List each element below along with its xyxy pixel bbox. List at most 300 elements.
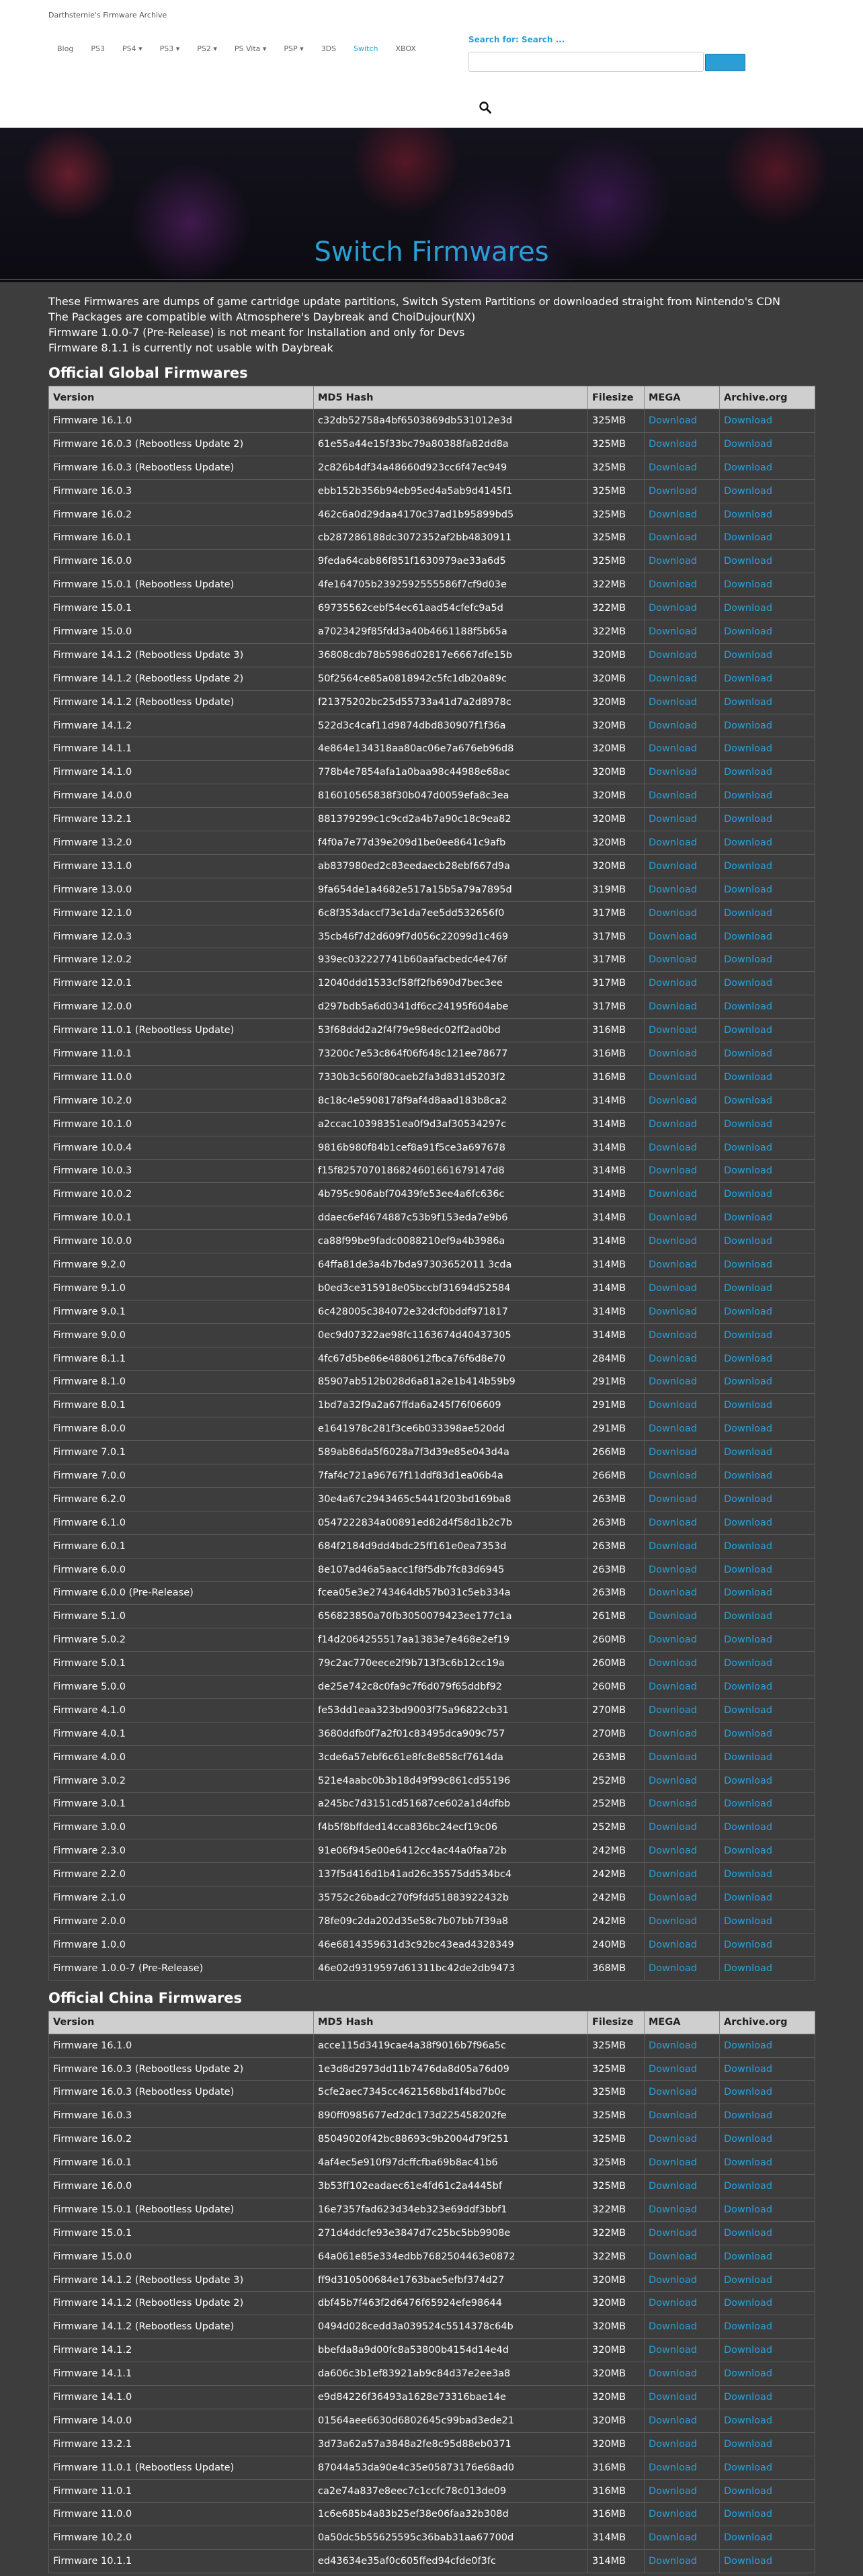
archive-download-link[interactable]: Download (720, 925, 815, 948)
table-row (49, 2268, 815, 2292)
archive-download-link[interactable]: Download (720, 1441, 815, 1464)
nav-item[interactable]: PSP ▾ (284, 44, 304, 53)
column-header-filesize: Filesize (588, 2011, 645, 2034)
mega-download-link[interactable]: Download (645, 1019, 720, 1042)
archive-download-link[interactable]: Download (720, 1722, 815, 1745)
mega-download-link[interactable]: Download (645, 2268, 720, 2292)
mega-download-link[interactable]: Download (645, 1136, 720, 1159)
mega-download-link[interactable]: Download (645, 1722, 720, 1745)
archive-download-link[interactable]: Download (720, 2057, 815, 2081)
mega-download-link[interactable]: Download (645, 1910, 720, 1934)
table-row (49, 2339, 815, 2362)
filesize-cell: 242MB (588, 1910, 645, 1934)
table-row (49, 995, 815, 1019)
archive-download-link[interactable]: Download (720, 1464, 815, 1488)
search-button[interactable] (705, 54, 745, 71)
archive-download-link[interactable]: Download (720, 1159, 815, 1183)
table-row (49, 1253, 815, 1277)
mega-download-link[interactable]: Download (645, 2034, 720, 2057)
site-header (0, 0, 863, 128)
archive-download-link[interactable]: Download (720, 597, 815, 620)
mega-download-link[interactable]: Download (645, 1089, 720, 1112)
mega-download-link[interactable]: Download (645, 2245, 720, 2268)
archive-download-link[interactable]: Download (720, 1065, 815, 1089)
mega-download-link[interactable]: Download (645, 995, 720, 1019)
archive-download-link[interactable]: Download (720, 643, 815, 667)
archive-download-link[interactable]: Download (720, 1956, 815, 1980)
md5-cell: 6c428005c384072e32dcf0bddf971817 (314, 1300, 588, 1323)
table-row (49, 808, 815, 831)
table-row (49, 1487, 815, 1511)
nav-item[interactable]: PS3 ▾ (159, 44, 180, 53)
mega-download-link[interactable]: Download (645, 2409, 720, 2432)
table-row (49, 526, 815, 550)
archive-download-link[interactable]: Download (720, 1253, 815, 1277)
archive-download-link[interactable]: Download (720, 573, 815, 597)
md5-cell: e9d84226f36493a1628e73316bae14e (314, 2386, 588, 2409)
md5-cell: 1e3d8d2973dd11b7476da8d05a76d09 (314, 2057, 588, 2081)
archive-download-link[interactable]: Download (720, 2503, 815, 2526)
table-row (49, 409, 815, 433)
version-cell: Firmware 15.0.1 (Rebootless Update) (49, 2198, 314, 2221)
mega-download-link[interactable]: Download (645, 1323, 720, 1347)
table-row (49, 1581, 815, 1605)
mega-download-link[interactable]: Download (645, 1675, 720, 1699)
mega-download-link[interactable]: Download (645, 667, 720, 690)
mega-download-link[interactable]: Download (645, 1534, 720, 1558)
table-row (49, 901, 815, 925)
md5-cell: ab837980ed2c83eedaecb28ebf667d9a (314, 854, 588, 878)
archive-download-link[interactable]: Download (720, 1347, 815, 1370)
mega-download-link[interactable]: Download (645, 1839, 720, 1863)
mega-download-link[interactable]: Download (645, 479, 720, 503)
mega-download-link[interactable]: Download (645, 1206, 720, 1230)
version-cell: Firmware 12.0.0 (49, 995, 314, 1019)
mega-download-link[interactable]: Download (645, 1605, 720, 1628)
filesize-cell: 325MB (588, 409, 645, 433)
version-cell: Firmware 12.0.3 (49, 925, 314, 948)
archive-download-link[interactable]: Download (720, 503, 815, 526)
mega-download-link[interactable]: Download (645, 432, 720, 456)
archive-download-link[interactable]: Download (720, 1230, 815, 1253)
mega-download-link[interactable]: Download (645, 2339, 720, 2362)
archive-download-link[interactable]: Download (720, 2221, 815, 2245)
archive-download-link[interactable]: Download (720, 1394, 815, 1417)
filesize-cell: 314MB (588, 2526, 645, 2550)
mega-download-link[interactable]: Download (645, 1769, 720, 1792)
filesize-cell: 270MB (588, 1698, 645, 1722)
mega-download-link[interactable]: Download (645, 2151, 720, 2175)
md5-cell: 78fe09c2da202d35e58c7b07bb7f39a8 (314, 1910, 588, 1934)
mega-download-link[interactable]: Download (645, 714, 720, 737)
version-cell: Firmware 9.0.1 (49, 1300, 314, 1323)
table-row (49, 1206, 815, 1230)
table-row (49, 948, 815, 972)
mega-download-link[interactable]: Download (645, 1792, 720, 1816)
table-row (49, 1441, 815, 1464)
mega-download-link[interactable]: Download (645, 1347, 720, 1370)
mega-download-link[interactable]: Download (645, 643, 720, 667)
md5-cell: f4f0a7e77d39e209d1be0ee8641c9afb (314, 831, 588, 855)
mega-download-link[interactable]: Download (645, 2386, 720, 2409)
filesize-cell: 316MB (588, 2479, 645, 2503)
md5-cell: 61e55a44e15f33bc79a80388fa82dd8a (314, 432, 588, 456)
archive-download-link[interactable]: Download (720, 2245, 815, 2268)
mega-download-link[interactable]: Download (645, 1863, 720, 1886)
archive-download-link[interactable]: Download (720, 2081, 815, 2104)
archive-download-link[interactable]: Download (720, 2292, 815, 2315)
mega-download-link[interactable]: Download (645, 1956, 720, 1980)
filesize-cell: 320MB (588, 761, 645, 784)
archive-download-link[interactable]: Download (720, 901, 815, 925)
archive-download-link[interactable]: Download (720, 1042, 815, 1066)
archive-download-link[interactable]: Download (720, 526, 815, 550)
version-cell: Firmware 16.0.2 (49, 503, 314, 526)
filesize-cell: 317MB (588, 948, 645, 972)
version-cell: Firmware 10.0.0 (49, 1230, 314, 1253)
table-row (49, 1089, 815, 1112)
nav-item[interactable]: XBOX (395, 44, 416, 53)
table-row (49, 1136, 815, 1159)
mega-download-link[interactable]: Download (645, 2221, 720, 2245)
archive-download-link[interactable]: Download (720, 854, 815, 878)
archive-download-link[interactable]: Download (720, 1839, 815, 1863)
archive-download-link[interactable]: Download (720, 1276, 815, 1300)
archive-download-link[interactable]: Download (720, 1605, 815, 1628)
md5-cell: 8e107ad46a5aacc1f8f5db7fc83d6945 (314, 1558, 588, 1581)
archive-download-link[interactable]: Download (720, 1534, 815, 1558)
mega-download-link[interactable]: Download (645, 2104, 720, 2128)
version-cell: Firmware 14.1.2 (Rebootless Update 2) (49, 667, 314, 690)
search-icon[interactable] (479, 101, 492, 114)
mega-download-link[interactable]: Download (645, 1253, 720, 1277)
mega-download-link[interactable]: Download (645, 1816, 720, 1839)
filesize-cell: 314MB (588, 1230, 645, 1253)
mega-download-link[interactable]: Download (645, 690, 720, 714)
mega-download-link[interactable]: Download (645, 2432, 720, 2456)
archive-download-link[interactable]: Download (720, 1558, 815, 1581)
filesize-cell: 320MB (588, 831, 645, 855)
mega-download-link[interactable]: Download (645, 550, 720, 573)
archive-download-link[interactable]: Download (720, 1863, 815, 1886)
mega-download-link[interactable]: Download (645, 1370, 720, 1394)
md5-cell: d297bdb5a6d0341df6cc24195f604abe (314, 995, 588, 1019)
mega-download-link[interactable]: Download (645, 1581, 720, 1605)
filesize-cell: 320MB (588, 808, 645, 831)
archive-download-link[interactable]: Download (720, 456, 815, 479)
md5-cell: f14d2064255517aa1383e7e468e2ef19 (314, 1628, 588, 1652)
version-cell: Firmware 8.0.1 (49, 1394, 314, 1417)
archive-download-link[interactable]: Download (720, 432, 815, 456)
filesize-cell: 325MB (588, 432, 645, 456)
table-row (49, 1464, 815, 1488)
table-row (49, 1042, 815, 1066)
table-row (49, 690, 815, 714)
archive-download-link[interactable]: Download (720, 761, 815, 784)
mega-download-link[interactable]: Download (645, 948, 720, 972)
mega-download-link[interactable]: Download (645, 737, 720, 761)
archive-download-link[interactable]: Download (720, 1745, 815, 1769)
mega-download-link[interactable]: Download (645, 1394, 720, 1417)
table-row (49, 925, 815, 948)
global-firmware-table (48, 386, 815, 1981)
table-row (49, 550, 815, 573)
mega-download-link[interactable]: Download (645, 1159, 720, 1183)
table-header-row (49, 2011, 815, 2034)
mega-download-link[interactable]: Download (645, 1886, 720, 1910)
intro-line: The Packages are compatible with Atmosphere's Daybreak and ChoiDujour(NX) (48, 310, 476, 323)
table-row (49, 2034, 815, 2057)
mega-download-link[interactable]: Download (645, 2292, 720, 2315)
md5-cell: 890ff0985677ed2dc173d225458202fe (314, 2104, 588, 2128)
mega-download-link[interactable]: Download (645, 1042, 720, 1066)
filesize-cell: 320MB (588, 2268, 645, 2292)
mega-download-link[interactable]: Download (645, 456, 720, 479)
archive-download-link[interactable]: Download (720, 2409, 815, 2432)
archive-download-link[interactable]: Download (720, 1089, 815, 1112)
md5-cell: e1641978c281f3ce6b033398ae520dd (314, 1417, 588, 1441)
archive-download-link[interactable]: Download (720, 2268, 815, 2292)
filesize-cell: 320MB (588, 737, 645, 761)
mega-download-link[interactable]: Download (645, 1745, 720, 1769)
archive-download-link[interactable]: Download (720, 2128, 815, 2151)
filesize-cell: 242MB (588, 1863, 645, 1886)
version-cell: Firmware 16.0.3 (49, 479, 314, 503)
mega-download-link[interactable]: Download (645, 597, 720, 620)
archive-download-link[interactable]: Download (720, 1652, 815, 1675)
archive-download-link[interactable]: Download (720, 2339, 815, 2362)
version-cell: Firmware 5.0.2 (49, 1628, 314, 1652)
search-input[interactable] (468, 52, 704, 72)
archive-download-link[interactable]: Download (720, 2456, 815, 2479)
filesize-cell: 263MB (588, 1581, 645, 1605)
archive-download-link[interactable]: Download (720, 2479, 815, 2503)
filesize-cell: 314MB (588, 1112, 645, 1136)
nav-item[interactable]: Blog (57, 44, 74, 53)
filesize-cell: 322MB (588, 2245, 645, 2268)
md5-cell: 656823850a70fb3050079423ee177c1a (314, 1605, 588, 1628)
archive-download-link[interactable]: Download (720, 808, 815, 831)
version-cell: Firmware 6.0.0 (49, 1558, 314, 1581)
archive-download-link[interactable]: Download (720, 972, 815, 995)
md5-cell: 778b4e7854afa1a0baa98c44988e68ac (314, 761, 588, 784)
version-cell: Firmware 4.0.1 (49, 1722, 314, 1745)
mega-download-link[interactable]: Download (645, 1112, 720, 1136)
mega-download-link[interactable]: Download (645, 620, 720, 644)
main-nav (48, 40, 425, 57)
version-cell: Firmware 5.0.1 (49, 1652, 314, 1675)
archive-download-link[interactable]: Download (720, 948, 815, 972)
table-row (49, 1417, 815, 1441)
filesize-cell: 314MB (588, 1276, 645, 1300)
archive-download-link[interactable]: Download (720, 1792, 815, 1816)
archive-download-link[interactable]: Download (720, 1886, 815, 1910)
filesize-cell: 316MB (588, 2503, 645, 2526)
archive-download-link[interactable]: Download (720, 1675, 815, 1699)
filesize-cell: 291MB (588, 1417, 645, 1441)
archive-download-link[interactable]: Download (720, 690, 815, 714)
mega-download-link[interactable]: Download (645, 1464, 720, 1488)
table-row (49, 1065, 815, 1089)
archive-download-link[interactable]: Download (720, 2315, 815, 2339)
archive-download-link[interactable]: Download (720, 1581, 815, 1605)
version-cell: Firmware 14.1.1 (49, 2362, 314, 2386)
mega-download-link[interactable]: Download (645, 1183, 720, 1206)
mega-download-link[interactable]: Download (645, 2550, 720, 2573)
archive-download-link[interactable]: Download (720, 2386, 815, 2409)
archive-download-link[interactable]: Download (720, 1417, 815, 1441)
archive-download-link[interactable]: Download (720, 620, 815, 644)
mega-download-link[interactable]: Download (645, 1417, 720, 1441)
search-label: Search for: Search ... (468, 35, 565, 44)
version-cell: Firmware 10.0.4 (49, 1136, 314, 1159)
archive-download-link[interactable]: Download (720, 1933, 815, 1956)
archive-download-link[interactable]: Download (720, 2034, 815, 2057)
archive-download-link[interactable]: Download (720, 1698, 815, 1722)
archive-download-link[interactable]: Download (720, 1511, 815, 1534)
archive-download-link[interactable]: Download (720, 1112, 815, 1136)
table-row (49, 597, 815, 620)
nav-item[interactable]: PS3 (91, 44, 105, 53)
mega-download-link[interactable]: Download (645, 503, 720, 526)
mega-download-link[interactable]: Download (645, 573, 720, 597)
archive-download-link[interactable]: Download (720, 409, 815, 433)
mega-download-link[interactable]: Download (645, 2057, 720, 2081)
md5-cell: 3680ddfb0f7a2f01c83495dca909c757 (314, 1722, 588, 1745)
mega-download-link[interactable]: Download (645, 972, 720, 995)
nav-item[interactable]: PS2 ▾ (197, 44, 217, 53)
mega-download-link[interactable]: Download (645, 1652, 720, 1675)
version-cell: Firmware 14.0.0 (49, 2409, 314, 2432)
table-row (49, 1956, 815, 1980)
md5-cell: 9816b980f84b1cef8a91f5ce3a697678 (314, 1136, 588, 1159)
table-row (49, 2386, 815, 2409)
filesize-cell: 316MB (588, 2456, 645, 2479)
mega-download-link[interactable]: Download (645, 925, 720, 948)
table-row (49, 2081, 815, 2104)
mega-download-link[interactable]: Download (645, 901, 720, 925)
filesize-cell: 320MB (588, 2432, 645, 2456)
archive-download-link[interactable]: Download (720, 995, 815, 1019)
mega-download-link[interactable]: Download (645, 2479, 720, 2503)
mega-download-link[interactable]: Download (645, 1487, 720, 1511)
mega-download-link[interactable]: Download (645, 2456, 720, 2479)
archive-download-link[interactable]: Download (720, 878, 815, 901)
md5-cell: 939ec032227741b60aafacbedc4e476f (314, 948, 588, 972)
archive-download-link[interactable]: Download (720, 1300, 815, 1323)
archive-download-link[interactable]: Download (720, 1628, 815, 1652)
mega-download-link[interactable]: Download (645, 2362, 720, 2386)
archive-download-link[interactable]: Download (720, 1019, 815, 1042)
version-cell: Firmware 15.0.1 (Rebootless Update) (49, 573, 314, 597)
mega-download-link[interactable]: Download (645, 526, 720, 550)
mega-download-link[interactable]: Download (645, 1230, 720, 1253)
table-row (49, 1722, 815, 1745)
archive-download-link[interactable]: Download (720, 2362, 815, 2386)
mega-download-link[interactable]: Download (645, 854, 720, 878)
nav-item[interactable]: PS4 ▾ (122, 44, 142, 53)
archive-download-link[interactable]: Download (720, 2175, 815, 2198)
archive-download-link[interactable]: Download (720, 1206, 815, 1230)
mega-download-link[interactable]: Download (645, 1441, 720, 1464)
filesize-cell: 263MB (588, 1745, 645, 1769)
mega-download-link[interactable]: Download (645, 761, 720, 784)
nav-item[interactable]: PS Vita ▾ (234, 44, 267, 53)
mega-download-link[interactable]: Download (645, 2503, 720, 2526)
mega-download-link[interactable]: Download (645, 2081, 720, 2104)
mega-download-link[interactable]: Download (645, 831, 720, 855)
archive-download-link[interactable]: Download (720, 1136, 815, 1159)
mega-download-link[interactable]: Download (645, 2315, 720, 2339)
table-row (49, 432, 815, 456)
archive-download-link[interactable]: Download (720, 2104, 815, 2128)
md5-cell: 01564aee6630d6802645c99bad3ede21 (314, 2409, 588, 2432)
mega-download-link[interactable]: Download (645, 1558, 720, 1581)
mega-download-link[interactable]: Download (645, 2526, 720, 2550)
filesize-cell: 325MB (588, 479, 645, 503)
mega-download-link[interactable]: Download (645, 1698, 720, 1722)
archive-download-link[interactable]: Download (720, 2526, 815, 2550)
filesize-cell: 317MB (588, 972, 645, 995)
version-cell: Firmware 6.1.0 (49, 1511, 314, 1534)
mega-download-link[interactable]: Download (645, 1065, 720, 1089)
table-row (49, 1652, 815, 1675)
mega-download-link[interactable]: Download (645, 2128, 720, 2151)
md5-cell: 0a50dc5b55625595c36bab31aa67700d (314, 2526, 588, 2550)
mega-download-link[interactable]: Download (645, 2175, 720, 2198)
mega-download-link[interactable]: Download (645, 409, 720, 433)
archive-download-link[interactable]: Download (720, 714, 815, 737)
mega-download-link[interactable]: Download (645, 1511, 720, 1534)
site-title[interactable]: Darthsternie's Firmware Archive (48, 11, 167, 19)
archive-download-link[interactable]: Download (720, 831, 815, 855)
mega-download-link[interactable]: Download (645, 808, 720, 831)
archive-download-link[interactable]: Download (720, 2151, 815, 2175)
filesize-cell: 320MB (588, 690, 645, 714)
filesize-cell: 314MB (588, 2550, 645, 2573)
archive-download-link[interactable]: Download (720, 2432, 815, 2456)
archive-download-link[interactable]: Download (720, 1769, 815, 1792)
mega-download-link[interactable]: Download (645, 1276, 720, 1300)
archive-download-link[interactable]: Download (720, 1370, 815, 1394)
archive-download-link[interactable]: Download (720, 550, 815, 573)
archive-download-link[interactable]: Download (720, 479, 815, 503)
nav-item[interactable]: 3DS (321, 44, 337, 53)
mega-download-link[interactable]: Download (645, 784, 720, 808)
archive-download-link[interactable]: Download (720, 2550, 815, 2573)
archive-download-link[interactable]: Download (720, 2198, 815, 2221)
mega-download-link[interactable]: Download (645, 1933, 720, 1956)
archive-download-link[interactable]: Download (720, 737, 815, 761)
archive-download-link[interactable]: Download (720, 1323, 815, 1347)
mega-download-link[interactable]: Download (645, 2198, 720, 2221)
archive-download-link[interactable]: Download (720, 667, 815, 690)
archive-download-link[interactable]: Download (720, 1910, 815, 1934)
nav-item-active[interactable]: Switch (354, 44, 378, 53)
archive-download-link[interactable]: Download (720, 784, 815, 808)
table-row (49, 1370, 815, 1394)
archive-download-link[interactable]: Download (720, 1183, 815, 1206)
mega-download-link[interactable]: Download (645, 878, 720, 901)
version-cell: Firmware 4.1.0 (49, 1698, 314, 1722)
table-row (49, 479, 815, 503)
archive-download-link[interactable]: Download (720, 1487, 815, 1511)
archive-download-link[interactable]: Download (720, 1816, 815, 1839)
version-cell: Firmware 15.0.0 (49, 620, 314, 644)
version-cell: Firmware 9.2.0 (49, 1253, 314, 1277)
mega-download-link[interactable]: Download (645, 1300, 720, 1323)
mega-download-link[interactable]: Download (645, 1628, 720, 1652)
